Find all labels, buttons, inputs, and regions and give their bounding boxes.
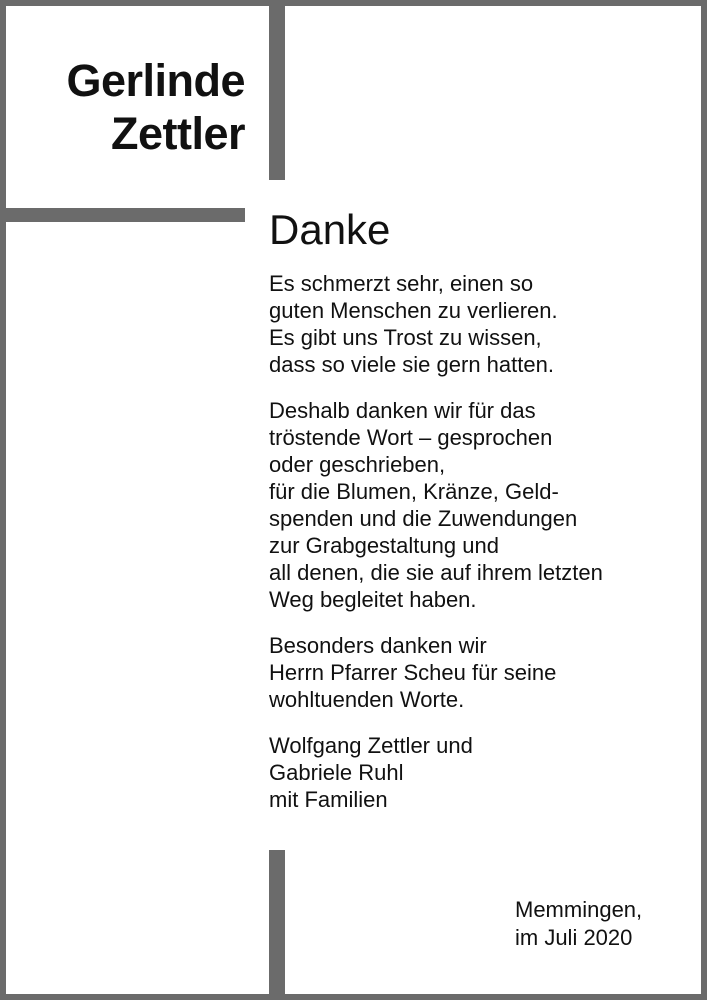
place: Memmingen,: [515, 897, 643, 922]
text-line: Wolfgang Zettler und: [269, 733, 473, 758]
last-name: Zettler: [110, 108, 245, 159]
divider-bar-top: [269, 6, 285, 180]
text-line: Besonders danken wir: [269, 633, 487, 658]
text-line: tröstende Wort – gesprochen: [269, 425, 553, 450]
text-line: mit Familien: [269, 787, 388, 812]
first-name: Gerlinde: [66, 55, 245, 106]
text-line: wohltuenden Worte.: [269, 687, 465, 712]
text-line: Deshalb danken wir für das: [269, 398, 536, 423]
signature-block: [269, 732, 689, 813]
text-line: für die Blumen, Kränze, Geld-: [269, 479, 559, 504]
text-line: Weg begleitet haben.: [269, 587, 477, 612]
paragraph: [269, 632, 689, 713]
text-line: Es schmerzt sehr, einen so: [269, 271, 534, 296]
paragraph: [269, 270, 689, 378]
deceased-name: [66, 54, 245, 160]
text-line: Gabriele Ruhl: [269, 760, 404, 785]
text-line: Herrn Pfarrer Scheu für seine: [269, 660, 557, 685]
text-line: guten Menschen zu verlieren.: [269, 298, 558, 323]
divider-bar-horizontal: [6, 208, 245, 222]
text-line: zur Grabgestaltung und: [269, 533, 499, 558]
heading-danke: Danke: [269, 206, 391, 253]
text-line: dass so viele sie gern hatten.: [269, 352, 554, 377]
text-line: all denen, die sie auf ihrem letzten: [269, 560, 603, 585]
text-line: spenden und die Zuwendungen: [269, 506, 578, 531]
place-date: [515, 896, 642, 952]
paragraph: [269, 397, 689, 613]
text-line: Es gibt uns Trost zu wissen,: [269, 325, 542, 350]
date: im Juli 2020: [515, 925, 633, 950]
divider-bar-bottom: [269, 850, 285, 1000]
text-line: oder geschrieben,: [269, 452, 446, 477]
thank-you-text: [269, 270, 689, 832]
